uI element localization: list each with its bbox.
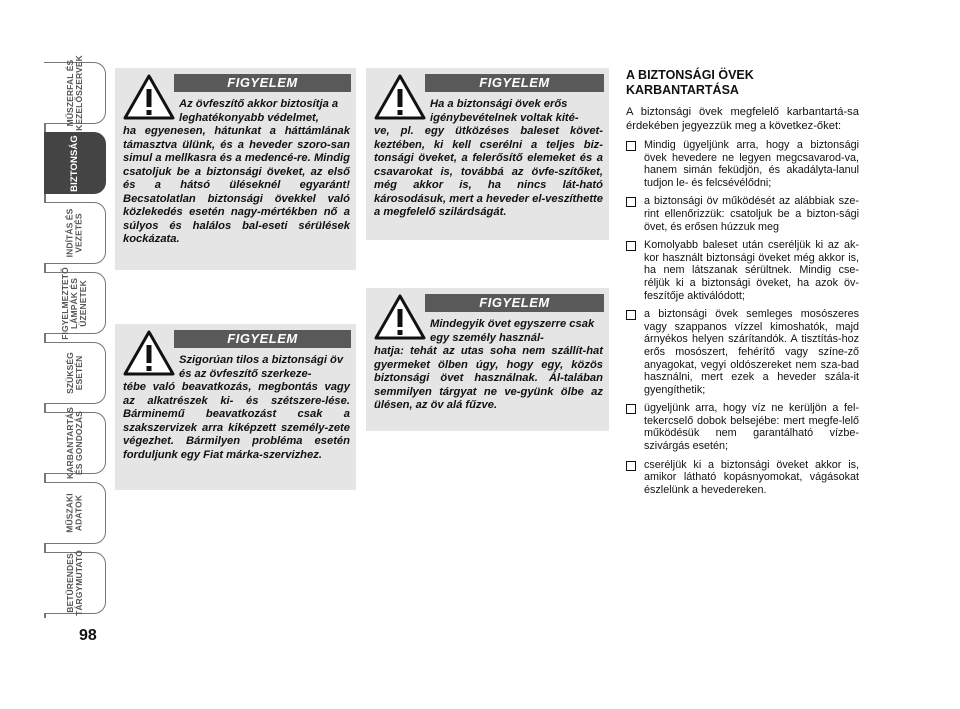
warning-body: tébe való beavatkozás, megbontás vagy az alkatrészek ki- és szétszere-lése. Bárminemű beavatkozást csak a szakszervizek arra kiképzett személy-zete végezhet. Bármilyen probléma esetén forduljunk egy Fiat márka-szervizhez. <box>123 381 350 461</box>
tab-inditas[interactable]: INDÍTÁS ÉS VEZETÉS <box>44 202 106 264</box>
tab-szukseg[interactable]: SZÜKSÉG ESETÉN <box>44 342 106 404</box>
warning-title: FIGYELEM <box>425 74 604 92</box>
warning-title: FIGYELEM <box>425 294 604 312</box>
maintenance-section <box>626 68 859 502</box>
warning-title: FIGYELEM <box>174 330 351 348</box>
section-intro: A biztonsági övek megfelelő karbantartá-sa érdekében jegyezzük meg a következ-őket: <box>626 106 859 132</box>
checkbox-square-icon <box>626 141 636 151</box>
warning-text <box>123 354 350 462</box>
checkbox-square-icon <box>626 461 636 471</box>
warning-text <box>123 98 350 247</box>
warning-box <box>366 68 609 240</box>
warning-text <box>374 318 603 413</box>
warning-box <box>115 324 356 490</box>
warning-lead: Szigorúan tilos a biztonsági öv és az övfeszítő szerkeze- <box>179 354 344 380</box>
warning-title: FIGYELEM <box>174 74 351 92</box>
warning-lead: Az övfeszítő akkor biztosítja a leghatékonyabb védelmet, <box>179 98 339 124</box>
checkbox-square-icon <box>626 197 636 207</box>
maintenance-list <box>626 139 859 496</box>
warning-text <box>374 98 603 220</box>
section-title: A BIZTONSÁGI ÖVEK KARBANTARTÁSA <box>626 68 754 97</box>
tab-figyelmezteto[interactable]: FIGYELMEZTETŐ LÁMPÁK ÉS ÜZENETEK <box>44 272 106 334</box>
tab-betrendes[interactable]: BETŰRENDES TÁRGYMUTATÓ <box>44 552 106 614</box>
warning-box <box>115 68 356 270</box>
warning-lead: Ha a biztonsági övek erős igénybevételnek voltak kité- <box>430 98 579 124</box>
list-item: cseréljük ki a biztonsági öveket akkor is, amikor látható kopásnyomokat, vágásokat észlelünk a hevedereken. <box>626 459 859 497</box>
warning-box <box>366 288 609 431</box>
checkbox-square-icon <box>626 310 636 320</box>
warning-lead: Mindegyik övet egyszerre csak egy személy használ- <box>430 318 595 344</box>
tab-karbantartas[interactable]: KARBANTARTÁS ÉS GONDOZÁS <box>44 412 106 474</box>
warning-body: ve, pl. egy ütközéses baleset követ-keztében, ki kell cserélni a teljes biz-tonsági öveket, a felerősítő elemeket és a csavarokat is, továbbá az övfe-szítőket, még akkor is, ha nincs lát-ható károsodásuk, mert a heveder el-veszíthette a megfelelő szilárdságát. <box>374 125 603 218</box>
checkbox-square-icon <box>626 404 636 414</box>
tab-muszerfal[interactable]: MŰSZERFAL ÉS KEZELŐSZERVEK <box>44 62 106 124</box>
page-number: 98 <box>79 627 97 644</box>
list-item: a biztonsági öv működését az alábbiak sze-rint ellenőrizzük: csatoljuk be a bizton-sági övet, és erősen húzzuk meg <box>626 195 859 233</box>
checkbox-square-icon <box>626 241 636 251</box>
list-item: Komolyabb baleset után cseréljük ki az ak-kor használt biztonsági öveket még akkor is, ha nem látszanak sérültnek. Mindig cse-réljük ki a biztonsági öveket, ha azok öv-feszítője aktiválódott; <box>626 239 859 302</box>
tab-biztonsag[interactable]: BIZTONSÁG <box>44 132 106 194</box>
warning-body: ha egyenesen, hátunkat a háttámlának támasztva ülünk, és a heveder szoro-san simul a mellkasra és a medencé-re. Mindig csatoljuk be a biztonsági öveket, az első és a hátsó üléseknél egyaránt! Becsatolatlan biztonsági övekkel való közlekedés esetén nagy-mértékben nő a súlyos és halálos bal-eseti sérülések kockázata. <box>123 125 350 245</box>
list-item: Mindig ügyeljünk arra, hogy a biztonsági övek hevedere ne legyen megcsavarod-va, hanem simán feküdjön, és akadályta-lanul tudjon le- és felcsévélődni; <box>626 139 859 189</box>
list-item: a biztonsági övek semleges mosószeres vagy szappanos vízzel kimoshatók, majd árnyékos helyen szárítandók. A tisztítás-hoz erős mosószert, fehérítő vagy színe-ző anyagokat, vegyi oldószereket nem sza-bad használni, mert ezek a heveder szála-it gyengíthetik; <box>626 308 859 396</box>
tab-muszaki[interactable]: MŰSZAKI ADATOK <box>44 482 106 544</box>
list-item: ügyeljünk arra, hogy víz ne kerüljön a fel-tekercselő dobok belsejébe: mert megfe-lelő működésük nem garantálható vízbe-szivárgás esetén; <box>626 402 859 452</box>
warning-body: hatja: tehát az utas soha nem szállít-hat gyermeket ölben úgy, hogy egy, közös biztonsági övet használnak. Ál-talában semmilyen tárgyat ne ve-gyünk ölbe az ülésen, az öv alá fűzve. <box>374 345 603 411</box>
